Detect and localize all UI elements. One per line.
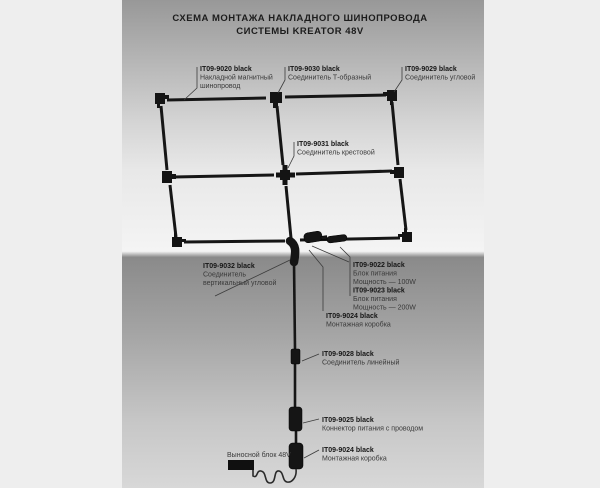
label-code: IT09-9024 black — [322, 447, 374, 454]
track-segment — [167, 98, 266, 100]
track-segment — [294, 262, 295, 349]
label-desc: Накладной магнитный — [200, 74, 273, 82]
label-desc: Монтажная коробка — [326, 321, 391, 329]
label-code: IT09-9025 black — [322, 417, 374, 424]
label-code: IT09-9028 black — [322, 351, 374, 358]
label-remote-block: Выносной блок 48V — [227, 452, 291, 459]
label-code: IT09-9029 black — [405, 66, 457, 73]
label-desc: Блок питания — [353, 270, 397, 278]
power-feed-connector-device — [289, 407, 302, 431]
track-segment — [174, 175, 274, 177]
label-desc: Соединитель Т-образный — [288, 74, 372, 82]
track-segment — [184, 241, 285, 242]
track-segment — [285, 95, 386, 97]
label-code: IT09-9030 black — [288, 66, 340, 73]
label-desc: Соединитель линейный — [322, 359, 400, 367]
remote-block-48v — [228, 460, 254, 470]
label-desc: вертикальный угловой — [203, 280, 277, 287]
linear-connector-device — [291, 349, 300, 364]
label-desc: Коннектор питания с проводом — [322, 425, 424, 433]
label-desc: шинопровод — [200, 83, 241, 90]
label-code: IT09-9020 black — [200, 66, 252, 73]
label-code: IT09-9022 black — [353, 262, 405, 269]
label-code: IT09-9032 black — [203, 263, 255, 270]
label-desc: Соединитель крестовой — [297, 149, 375, 157]
label-desc: Мощность — 200W — [353, 304, 416, 312]
title-line-1: СХЕМА МОНТАЖА НАКЛАДНОГО ШИНОПРОВОДА — [172, 13, 428, 24]
label-desc: Соединитель — [203, 271, 246, 279]
label-desc: Мощность — 100W — [353, 279, 416, 286]
label-desc: Монтажная коробка — [322, 455, 387, 463]
mounting-box-device — [289, 443, 303, 469]
label-code: IT09-9031 black — [297, 141, 349, 148]
label-desc: Блок питания — [353, 296, 397, 303]
label-desc: Соединитель угловой — [405, 74, 476, 82]
title-line-2: СИСТЕМЫ KREATOR 48V — [236, 26, 364, 37]
label-code: IT09-9024 black — [326, 313, 378, 320]
label-code: IT09-9023 black — [353, 287, 405, 295]
